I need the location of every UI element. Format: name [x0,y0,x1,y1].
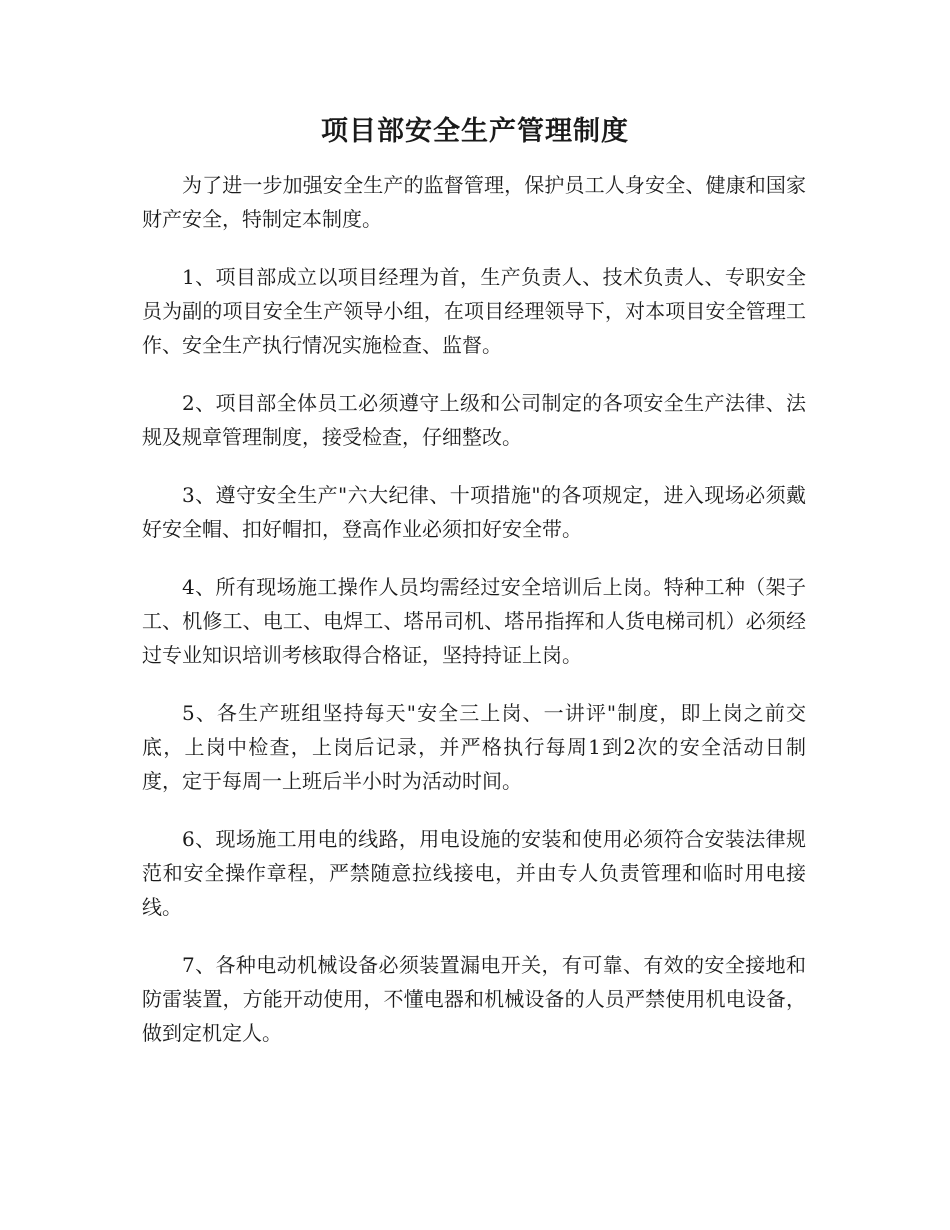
rule-4-paragraph: 4、所有现场施工操作人员均需经过安全培训后上岗。特种工种（架子工、机修工、电工、电焊工、塔吊司机、塔吊指挥和人货电梯司机）必须经过专业知识培训考核取得合格证，坚持持证上岗。 [142,575,806,667]
rule-3-paragraph: 3、遵守安全生产"六大纪律、十项措施"的各项规定，进入现场必须戴好安全帽、扣好帽扣，登高作业必须扣好安全带。 [142,483,806,541]
intro-paragraph: 为了进一步加强安全生产的监督管理，保护员工人身安全、健康和国家财产安全，特制定本制度。 [142,173,806,231]
rule-2-paragraph: 2、项目部全体员工必须遵守上级和公司制定的各项安全生产法律、法规及规章管理制度，接受检查，仔细整改。 [142,391,806,449]
rule-5-paragraph: 5、各生产班组坚持每天"安全三上岗、一讲评"制度，即上岗之前交底，上岗中检查，上岗后记录，并严格执行每周1到2次的安全活动日制度，定于每周一上班后半小时为活动时间。 [142,701,806,793]
document-body [142,168,806,1074]
rule-1-paragraph: 1、项目部成立以项目经理为首，生产负责人、技术负责人、专职安全员为副的项目安全生产领导小组，在项目经理领导下，对本项目安全管理工作、安全生产执行情况实施检查、监督。 [142,265,806,357]
document-title: 项目部安全生产管理制度 [321,116,629,147]
rule-7-paragraph: 7、各种电动机械设备必须装置漏电开关，有可靠、有效的安全接地和防雷装置，方能开动使用，不懂电器和机械设备的人员严禁使用机电设备，做到定机定人。 [142,953,806,1045]
rule-6-paragraph: 6、现场施工用电的线路，用电设施的安装和使用必须符合安装法律规范和安全操作章程，严禁随意拉线接电，并由专人负责管理和临时用电接线。 [142,827,806,919]
